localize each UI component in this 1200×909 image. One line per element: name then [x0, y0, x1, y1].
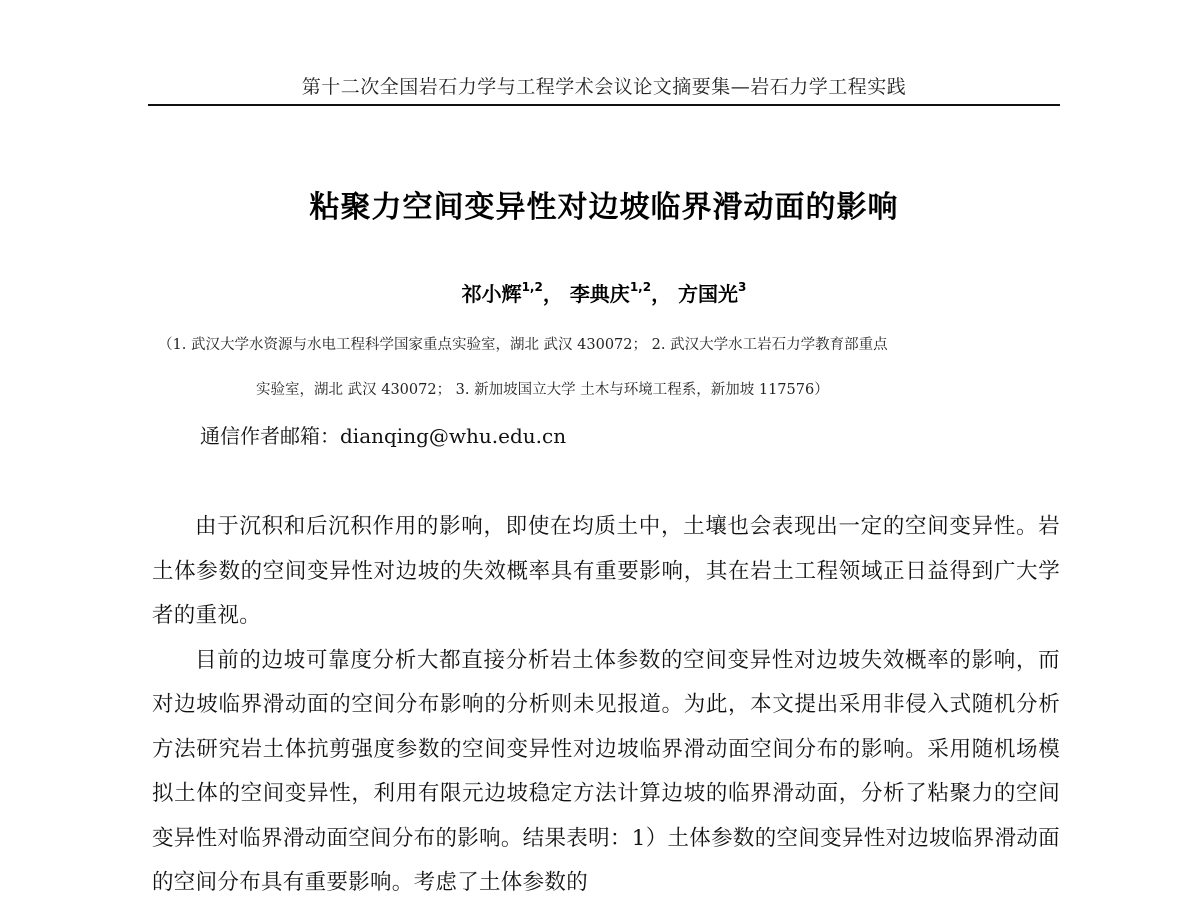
author-affiliation-mark: 1,2	[521, 280, 543, 295]
author-name: 方国光	[678, 282, 739, 306]
affiliation-line: 实验室，湖北 武汉 430072； 3. 新加坡国立大学 土木与环境工程系，新加坡 117576）	[256, 382, 829, 398]
author-name: 祁小辉	[461, 282, 522, 306]
running-header: 第十二次全国岩石力学与工程学术会议论文摘要集—岩石力学工程实践	[301, 76, 907, 98]
correspondence-email	[200, 420, 566, 449]
author-affiliation-mark: 3	[738, 280, 747, 295]
body-paragraph: 目前的边坡可靠度分析大都直接分析岩土体参数的空间变异性对边坡失效概率的影响，而对边坡临界滑动面的空间分布影响的分析则未见报道。为此，本文提出采用非侵入式随机分析方法研究岩土体抗剪强度参数的空间变异性对边坡临界滑动面空间分布的影响。采用随机场模拟土体的空间变异性，利用有限元边坡稳定方法计算边坡的临界滑动面，分析了粘聚力的空间变异性对临界滑动面空间分布的影响。结果表明：1）土体参数的空间变异性对边坡临界滑动面的空间分布具有重要影响。考虑了土体参数的	[152, 647, 1060, 895]
author	[462, 282, 563, 306]
abstract-body	[152, 505, 1060, 906]
author-name: 李典庆	[569, 282, 630, 306]
author	[678, 282, 746, 306]
header-rule	[148, 104, 1060, 106]
paper-title: 粘聚力空间变异性对边坡临界滑动面的影响	[309, 190, 899, 225]
email-label: 通信作者邮箱：	[200, 424, 340, 448]
author	[570, 282, 671, 306]
body-paragraph: 由于沉积和后沉积作用的影响，即使在均质土中，土壤也会表现出一定的空间变异性。岩土体参数的空间变异性对边坡的失效概率具有重要影响，其在岩土工程领域正日益得到广大学者的重视。	[152, 514, 1060, 628]
author-affiliation-mark: 1,2	[629, 280, 652, 295]
author-separator: ，	[651, 282, 672, 306]
author-separator: ，	[542, 282, 563, 306]
email-address: dianqing@whu.edu.cn	[340, 424, 567, 448]
affiliation-line: （1. 武汉大学水资源与水电工程科学国家重点实验室，湖北 武汉 430072； 2. 武汉大学水工岩石力学教育部重点	[158, 337, 888, 353]
author-list	[148, 278, 1060, 307]
